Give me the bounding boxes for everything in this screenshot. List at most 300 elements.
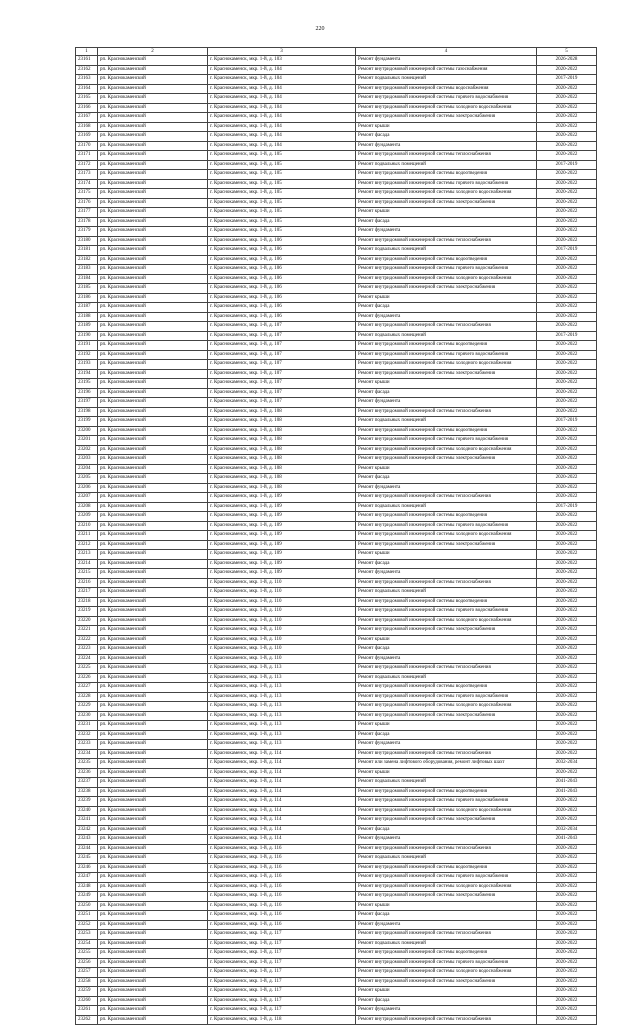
address-cell: г. Краснокаменск, мкр. 1-й, д. 106 <box>208 246 356 256</box>
row-number: 23184 <box>76 274 98 284</box>
row-number: 23243 <box>76 835 98 845</box>
column-header: 2 <box>98 48 208 56</box>
row-number: 23194 <box>76 369 98 379</box>
table-row <box>76 730 597 740</box>
work-type-cell: Ремонт внутридомовой инженерной системы электроснабжения <box>356 540 537 550</box>
row-number: 23199 <box>76 417 98 427</box>
row-number: 23223 <box>76 645 98 655</box>
table-row <box>76 569 597 579</box>
period-cell: 2020-2022 <box>537 388 597 398</box>
settlement-cell: рп. Краснокаменский <box>98 550 208 560</box>
table-row <box>76 797 597 807</box>
work-type-cell: Ремонт внутридомовой инженерной системы электроснабжения <box>356 892 537 902</box>
work-type-cell: Ремонт внутридомовой инженерной системы теплоснабжения <box>356 664 537 674</box>
work-type-cell: Ремонт внутридомовой инженерной системы электроснабжения <box>356 198 537 208</box>
address-cell: г. Краснокаменск, мкр. 1-й, д. 116 <box>208 854 356 864</box>
work-type-cell: Ремонт фундамента <box>356 1006 537 1016</box>
address-cell: г. Краснокаменск, мкр. 1-й, д. 110 <box>208 616 356 626</box>
table-row <box>76 94 597 104</box>
row-number: 23256 <box>76 958 98 968</box>
period-cell: 2020-2022 <box>537 521 597 531</box>
address-cell: г. Краснокаменск, мкр. 1-й, д. 110 <box>208 645 356 655</box>
row-number: 23209 <box>76 512 98 522</box>
work-type-cell: Ремонт внутридомовой инженерной системы водоотведения <box>356 512 537 522</box>
settlement-cell: рп. Краснокаменский <box>98 920 208 930</box>
table-row <box>76 312 597 322</box>
work-type-cell: Ремонт внутридомовой инженерной системы водоснабжения <box>356 84 537 94</box>
table-row <box>76 236 597 246</box>
work-type-cell: Ремонт внутридомовой инженерной системы холодного водоснабжения <box>356 531 537 541</box>
address-cell: г. Краснокаменск, мкр. 1-й, д. 109 <box>208 521 356 531</box>
work-type-cell: Ремонт внутридомовой инженерной системы водоотведения <box>356 863 537 873</box>
column-header: 4 <box>356 48 537 56</box>
table-row <box>76 426 597 436</box>
address-cell: г. Краснокаменск, мкр. 1-й, д. 118 <box>208 1015 356 1025</box>
settlement-cell: рп. Краснокаменский <box>98 198 208 208</box>
period-cell: 2020-2022 <box>537 436 597 446</box>
period-cell: 2020-2022 <box>537 654 597 664</box>
work-type-cell: Ремонт внутридомовой инженерной системы холодного водоснабжения <box>356 445 537 455</box>
period-cell: 2020-2022 <box>537 341 597 351</box>
row-number: 23215 <box>76 569 98 579</box>
row-number: 23244 <box>76 844 98 854</box>
row-number: 23208 <box>76 502 98 512</box>
period-cell: 2020-2022 <box>537 170 597 180</box>
address-cell: г. Краснокаменск, мкр. 1-й, д. 106 <box>208 284 356 294</box>
work-type-cell: Ремонт подвальных помещений <box>356 588 537 598</box>
table-row <box>76 170 597 180</box>
period-cell: 2020-2022 <box>537 265 597 275</box>
table-row <box>76 778 597 788</box>
period-cell: 2020-2022 <box>537 597 597 607</box>
work-type-cell: Ремонт внутридомовой инженерной системы теплоснабжения <box>356 1015 537 1025</box>
period-cell: 2020-2022 <box>537 977 597 987</box>
settlement-cell: рп. Краснокаменский <box>98 94 208 104</box>
work-type-cell: Ремонт внутридомовой инженерной системы холодного водоснабжения <box>356 968 537 978</box>
table-row <box>76 1015 597 1025</box>
column-header: 5 <box>537 48 597 56</box>
work-type-cell: Ремонт внутридомовой инженерной системы электроснабжения <box>356 369 537 379</box>
work-type-cell: Ремонт внутридомовой инженерной системы электроснабжения <box>356 816 537 826</box>
settlement-cell: рп. Краснокаменский <box>98 540 208 550</box>
table-row <box>76 464 597 474</box>
address-cell: г. Краснокаменск, мкр. 1-й, д. 105 <box>208 208 356 218</box>
settlement-cell: рп. Краснокаменский <box>98 949 208 959</box>
work-type-cell: Ремонт внутридомовой инженерной системы теплоснабжения <box>356 493 537 503</box>
address-cell: г. Краснокаменск, мкр. 1-й, д. 106 <box>208 303 356 313</box>
settlement-cell: рп. Краснокаменский <box>98 208 208 218</box>
address-cell: г. Краснокаменск, мкр. 1-й, д. 105 <box>208 198 356 208</box>
settlement-cell: рп. Краснокаменский <box>98 426 208 436</box>
table-row <box>76 179 597 189</box>
table-row <box>76 303 597 313</box>
address-cell: г. Краснокаменск, мкр. 1-й, д. 107 <box>208 369 356 379</box>
address-cell: г. Краснокаменск, мкр. 1-й, д. 116 <box>208 863 356 873</box>
work-type-cell: Ремонт внутридомовой инженерной системы горячего водоснабжения <box>356 179 537 189</box>
settlement-cell: рп. Краснокаменский <box>98 122 208 132</box>
table-row <box>76 1006 597 1016</box>
address-cell: г. Краснокаменск, мкр. 1-й, д. 117 <box>208 1006 356 1016</box>
row-number: 23177 <box>76 208 98 218</box>
row-number: 23261 <box>76 1006 98 1016</box>
row-number: 23211 <box>76 531 98 541</box>
table-row <box>76 75 597 85</box>
period-cell: 2020-2022 <box>537 284 597 294</box>
work-type-cell: Ремонт фасада <box>356 996 537 1006</box>
work-type-cell: Ремонт внутридомовой инженерной системы водоотведения <box>356 949 537 959</box>
settlement-cell: рп. Краснокаменский <box>98 996 208 1006</box>
row-number: 23162 <box>76 65 98 75</box>
address-cell: г. Краснокаменск, мкр. 1-й, д. 105 <box>208 160 356 170</box>
settlement-cell: рп. Краснокаменский <box>98 616 208 626</box>
settlement-cell: рп. Краснокаменский <box>98 265 208 275</box>
work-type-cell: Ремонт фасада <box>356 825 537 835</box>
row-number: 23242 <box>76 825 98 835</box>
work-type-cell: Ремонт внутридомовой инженерной системы горячего водоснабжения <box>356 521 537 531</box>
address-cell: г. Краснокаменск, мкр. 1-й, д. 116 <box>208 920 356 930</box>
period-cell: 2020-2022 <box>537 692 597 702</box>
period-cell: 2020-2022 <box>537 464 597 474</box>
address-cell: г. Краснокаменск, мкр. 1-й, д. 117 <box>208 958 356 968</box>
row-number: 23229 <box>76 702 98 712</box>
table-row <box>76 835 597 845</box>
work-type-cell: Ремонт фасада <box>356 730 537 740</box>
row-number: 23205 <box>76 474 98 484</box>
period-cell: 2020-2022 <box>537 227 597 237</box>
row-number: 23187 <box>76 303 98 313</box>
settlement-cell: рп. Краснокаменский <box>98 787 208 797</box>
period-cell: 2020-2022 <box>537 84 597 94</box>
settlement-cell: рп. Краснокаменский <box>98 569 208 579</box>
table-row <box>76 996 597 1006</box>
settlement-cell: рп. Краснокаменский <box>98 806 208 816</box>
period-cell: 2032-2034 <box>537 825 597 835</box>
period-cell: 2020-2022 <box>537 445 597 455</box>
row-number: 23222 <box>76 635 98 645</box>
table-row <box>76 616 597 626</box>
settlement-cell: рп. Краснокаменский <box>98 312 208 322</box>
work-type-cell: Ремонт внутридомовой инженерной системы водоотведения <box>356 787 537 797</box>
settlement-cell: рп. Краснокаменский <box>98 626 208 636</box>
work-type-cell: Ремонт внутридомовой инженерной системы горячего водоснабжения <box>356 873 537 883</box>
table-row <box>76 483 597 493</box>
address-cell: г. Краснокаменск, мкр. 1-й, д. 106 <box>208 312 356 322</box>
address-cell: г. Краснокаменск, мкр. 1-й, д. 105 <box>208 179 356 189</box>
table-row <box>76 550 597 560</box>
period-cell: 2020-2022 <box>537 930 597 940</box>
address-cell: г. Краснокаменск, мкр. 1-й, д. 108 <box>208 417 356 427</box>
period-cell: 2020-2022 <box>537 179 597 189</box>
address-cell: г. Краснокаменск, мкр. 1-й, д. 109 <box>208 512 356 522</box>
work-type-cell: Ремонт подвальных помещений <box>356 778 537 788</box>
work-type-cell: Ремонт внутридомовой инженерной системы электроснабжения <box>356 284 537 294</box>
settlement-cell: рп. Краснокаменский <box>98 103 208 113</box>
settlement-cell: рп. Краснокаменский <box>98 170 208 180</box>
address-cell: г. Краснокаменск, мкр. 1-й, д. 114 <box>208 835 356 845</box>
work-type-cell: Ремонт внутридомовой инженерной системы холодного водоснабжения <box>356 360 537 370</box>
table-row <box>76 512 597 522</box>
address-cell: г. Краснокаменск, мкр. 1-й, д. 114 <box>208 825 356 835</box>
address-cell: г. Краснокаменск, мкр. 1-й, д. 107 <box>208 388 356 398</box>
period-cell: 2032-2034 <box>537 759 597 769</box>
table-row <box>76 588 597 598</box>
address-cell: г. Краснокаменск, мкр. 1-й, д. 113 <box>208 683 356 693</box>
row-number: 23260 <box>76 996 98 1006</box>
table-row <box>76 654 597 664</box>
settlement-cell: рп. Краснокаменский <box>98 189 208 199</box>
row-number: 23214 <box>76 559 98 569</box>
row-number: 23245 <box>76 854 98 864</box>
settlement-cell: рп. Краснокаменский <box>98 778 208 788</box>
period-cell: 2020-2022 <box>537 113 597 123</box>
work-type-cell: Ремонт фундамента <box>356 835 537 845</box>
period-cell: 2020-2022 <box>537 293 597 303</box>
settlement-cell: рп. Краснокаменский <box>98 835 208 845</box>
period-cell: 2017-2019 <box>537 160 597 170</box>
period-cell: 2020-2022 <box>537 882 597 892</box>
table-row <box>76 113 597 123</box>
row-number: 23185 <box>76 284 98 294</box>
table-row <box>76 227 597 237</box>
period-cell: 2020-2022 <box>537 274 597 284</box>
period-cell: 2020-2022 <box>537 673 597 683</box>
row-number: 23161 <box>76 56 98 66</box>
settlement-cell: рп. Краснокаменский <box>98 474 208 484</box>
address-cell: г. Краснокаменск, мкр. 1-й, д. 110 <box>208 588 356 598</box>
period-cell: 2020-2022 <box>537 683 597 693</box>
work-type-cell: Ремонт фундамента <box>356 740 537 750</box>
period-cell: 2020-2022 <box>537 844 597 854</box>
row-number: 23168 <box>76 122 98 132</box>
period-cell: 2020-2022 <box>537 255 597 265</box>
row-number: 23172 <box>76 160 98 170</box>
row-number: 23196 <box>76 388 98 398</box>
address-cell: г. Краснокаменск, мкр. 1-й, д. 114 <box>208 749 356 759</box>
table-row <box>76 873 597 883</box>
work-type-cell: Ремонт внутридомовой инженерной системы холодного водоснабжения <box>356 274 537 284</box>
period-cell: 2020-2022 <box>537 702 597 712</box>
period-cell: 2020-2022 <box>537 540 597 550</box>
table-row <box>76 379 597 389</box>
table-row <box>76 540 597 550</box>
period-cell: 2020-2022 <box>537 189 597 199</box>
period-cell: 2020-2022 <box>537 122 597 132</box>
row-number: 23181 <box>76 246 98 256</box>
address-cell: г. Краснокаменск, мкр. 1-й, д. 116 <box>208 901 356 911</box>
period-cell: 2020-2022 <box>537 236 597 246</box>
settlement-cell: рп. Краснокаменский <box>98 559 208 569</box>
row-number: 23179 <box>76 227 98 237</box>
row-number: 23213 <box>76 550 98 560</box>
row-number: 23231 <box>76 721 98 731</box>
table-row <box>76 683 597 693</box>
period-cell: 2020-2022 <box>537 198 597 208</box>
row-number: 23258 <box>76 977 98 987</box>
address-cell: г. Краснокаменск, мкр. 1-й, д. 117 <box>208 996 356 1006</box>
address-cell: г. Краснокаменск, мкр. 1-й, д. 110 <box>208 635 356 645</box>
row-number: 23228 <box>76 692 98 702</box>
row-number: 23255 <box>76 949 98 959</box>
settlement-cell: рп. Краснокаменский <box>98 493 208 503</box>
address-cell: г. Краснокаменск, мкр. 1-й, д. 103 <box>208 56 356 66</box>
table-row <box>76 740 597 750</box>
table-row <box>76 217 597 227</box>
settlement-cell: рп. Краснокаменский <box>98 901 208 911</box>
period-cell: 2041-2043 <box>537 835 597 845</box>
address-cell: г. Краснокаменск, мкр. 1-й, д. 106 <box>208 236 356 246</box>
work-type-cell: Ремонт внутридомовой инженерной системы горячего водоснабжения <box>356 797 537 807</box>
work-type-cell: Ремонт подвальных помещений <box>356 854 537 864</box>
work-type-cell: Ремонт внутридомовой инженерной системы газоснабжения <box>356 65 537 75</box>
address-cell: г. Краснокаменск, мкр. 1-й, д. 113 <box>208 730 356 740</box>
work-type-cell: Ремонт внутридомовой инженерной системы холодного водоснабжения <box>356 882 537 892</box>
row-number: 23225 <box>76 664 98 674</box>
table-row <box>76 911 597 921</box>
page-number: 220 <box>315 26 325 32</box>
address-cell: г. Краснокаменск, мкр. 1-й, д. 116 <box>208 844 356 854</box>
work-type-cell: Ремонт крыши <box>356 208 537 218</box>
period-cell: 2020-2022 <box>537 303 597 313</box>
work-type-cell: Ремонт фасада <box>356 474 537 484</box>
work-type-cell: Ремонт крыши <box>356 635 537 645</box>
period-cell: 2020-2022 <box>537 911 597 921</box>
row-number: 23166 <box>76 103 98 113</box>
table-row <box>76 711 597 721</box>
settlement-cell: рп. Краснокаменский <box>98 711 208 721</box>
address-cell: г. Краснокаменск, мкр. 1-й, д. 108 <box>208 407 356 417</box>
table-row <box>76 768 597 778</box>
work-type-cell: Ремонт подвальных помещений <box>356 160 537 170</box>
table-row <box>76 84 597 94</box>
address-cell: г. Краснокаменск, мкр. 1-й, д. 108 <box>208 455 356 465</box>
period-cell: 2020-2022 <box>537 901 597 911</box>
table-row <box>76 407 597 417</box>
row-number: 23186 <box>76 293 98 303</box>
settlement-cell: рп. Краснокаменский <box>98 911 208 921</box>
table-row <box>76 417 597 427</box>
table-row <box>76 122 597 132</box>
settlement-cell: рп. Краснокаменский <box>98 407 208 417</box>
work-type-cell: Ремонт внутридомовой инженерной системы водоотведения <box>356 597 537 607</box>
row-number: 23174 <box>76 179 98 189</box>
table-row <box>76 597 597 607</box>
settlement-cell: рп. Краснокаменский <box>98 654 208 664</box>
work-type-cell: Ремонт внутридомовой инженерной системы горячего водоснабжения <box>356 265 537 275</box>
work-type-cell: Ремонт фасада <box>356 911 537 921</box>
work-type-cell: Ремонт внутридомовой инженерной системы холодного водоснабжения <box>356 103 537 113</box>
settlement-cell: рп. Краснокаменский <box>98 502 208 512</box>
period-cell: 2020-2022 <box>537 559 597 569</box>
period-cell: 2020-2022 <box>537 664 597 674</box>
address-cell: г. Краснокаменск, мкр. 1-й, д. 110 <box>208 654 356 664</box>
period-cell: 2017-2019 <box>537 246 597 256</box>
settlement-cell: рп. Краснокаменский <box>98 882 208 892</box>
settlement-cell: рп. Краснокаменский <box>98 683 208 693</box>
table-row <box>76 721 597 731</box>
address-cell: г. Краснокаменск, мкр. 1-й, д. 110 <box>208 626 356 636</box>
address-cell: г. Краснокаменск, мкр. 1-й, д. 104 <box>208 84 356 94</box>
settlement-cell: рп. Краснокаменский <box>98 65 208 75</box>
table-row <box>76 930 597 940</box>
address-cell: г. Краснокаменск, мкр. 1-й, д. 108 <box>208 474 356 484</box>
settlement-cell: рп. Краснокаменский <box>98 939 208 949</box>
settlement-cell: рп. Краснокаменский <box>98 1006 208 1016</box>
table-row <box>76 189 597 199</box>
period-cell: 2020-2022 <box>537 369 597 379</box>
period-cell: 2020-2022 <box>537 1015 597 1025</box>
row-number: 23220 <box>76 616 98 626</box>
settlement-cell: рп. Краснокаменский <box>98 303 208 313</box>
period-cell: 2017-2019 <box>537 331 597 341</box>
period-cell: 2020-2022 <box>537 730 597 740</box>
address-cell: г. Краснокаменск, мкр. 1-й, д. 107 <box>208 322 356 332</box>
work-type-cell: Ремонт фундамента <box>356 312 537 322</box>
work-type-cell: Ремонт внутридомовой инженерной системы горячего водоснабжения <box>356 436 537 446</box>
table-row <box>76 559 597 569</box>
address-cell: г. Краснокаменск, мкр. 1-й, д. 113 <box>208 702 356 712</box>
table-row <box>76 141 597 151</box>
row-number: 23216 <box>76 578 98 588</box>
work-type-cell: Ремонт фундамента <box>356 398 537 408</box>
work-type-cell: Ремонт фундамента <box>356 141 537 151</box>
address-cell: г. Краснокаменск, мкр. 1-й, д. 116 <box>208 882 356 892</box>
settlement-cell: рп. Краснокаменский <box>98 483 208 493</box>
settlement-cell: рп. Краснокаменский <box>98 464 208 474</box>
row-number: 23203 <box>76 455 98 465</box>
row-number: 23238 <box>76 787 98 797</box>
settlement-cell: рп. Краснокаменский <box>98 132 208 142</box>
period-cell: 2020-2022 <box>537 569 597 579</box>
work-type-cell: Ремонт внутридомовой инженерной системы теплоснабжения <box>356 749 537 759</box>
row-number: 23252 <box>76 920 98 930</box>
period-cell: 2020-2022 <box>537 322 597 332</box>
period-cell: 2020-2022 <box>537 749 597 759</box>
address-cell: г. Краснокаменск, мкр. 1-й, д. 107 <box>208 341 356 351</box>
period-cell: 2020-2022 <box>537 968 597 978</box>
address-cell: г. Краснокаменск, мкр. 1-й, д. 113 <box>208 664 356 674</box>
address-cell: г. Краснокаменск, мкр. 1-й, д. 117 <box>208 987 356 997</box>
settlement-cell: рп. Краснокаменский <box>98 863 208 873</box>
table-row <box>76 474 597 484</box>
row-number: 23239 <box>76 797 98 807</box>
settlement-cell: рп. Краснокаменский <box>98 892 208 902</box>
address-cell: г. Краснокаменск, мкр. 1-й, д. 109 <box>208 540 356 550</box>
table-row <box>76 360 597 370</box>
work-type-cell: Ремонт внутридомовой инженерной системы теплоснабжения <box>356 322 537 332</box>
row-number: 23212 <box>76 540 98 550</box>
row-number: 23163 <box>76 75 98 85</box>
table-row <box>76 65 597 75</box>
address-cell: г. Краснокаменск, мкр. 1-й, д. 105 <box>208 227 356 237</box>
address-cell: г. Краснокаменск, мкр. 1-й, д. 109 <box>208 569 356 579</box>
settlement-cell: рп. Краснокаменский <box>98 56 208 66</box>
address-cell: г. Краснокаменск, мкр. 1-й, д. 114 <box>208 759 356 769</box>
row-number: 23210 <box>76 521 98 531</box>
period-cell: 2020-2022 <box>537 892 597 902</box>
address-cell: г. Краснокаменск, мкр. 1-й, д. 116 <box>208 911 356 921</box>
settlement-cell: рп. Краснокаменский <box>98 759 208 769</box>
table-row <box>76 265 597 275</box>
row-number: 23235 <box>76 759 98 769</box>
period-cell: 2020-2022 <box>537 103 597 113</box>
work-type-cell: Ремонт крыши <box>356 768 537 778</box>
work-type-cell: Ремонт подвальных помещений <box>356 417 537 427</box>
period-cell: 2020-2022 <box>537 550 597 560</box>
settlement-cell: рп. Краснокаменский <box>98 844 208 854</box>
address-cell: г. Краснокаменск, мкр. 1-й, д. 107 <box>208 331 356 341</box>
row-number: 23193 <box>76 360 98 370</box>
period-cell: 2020-2022 <box>537 474 597 484</box>
